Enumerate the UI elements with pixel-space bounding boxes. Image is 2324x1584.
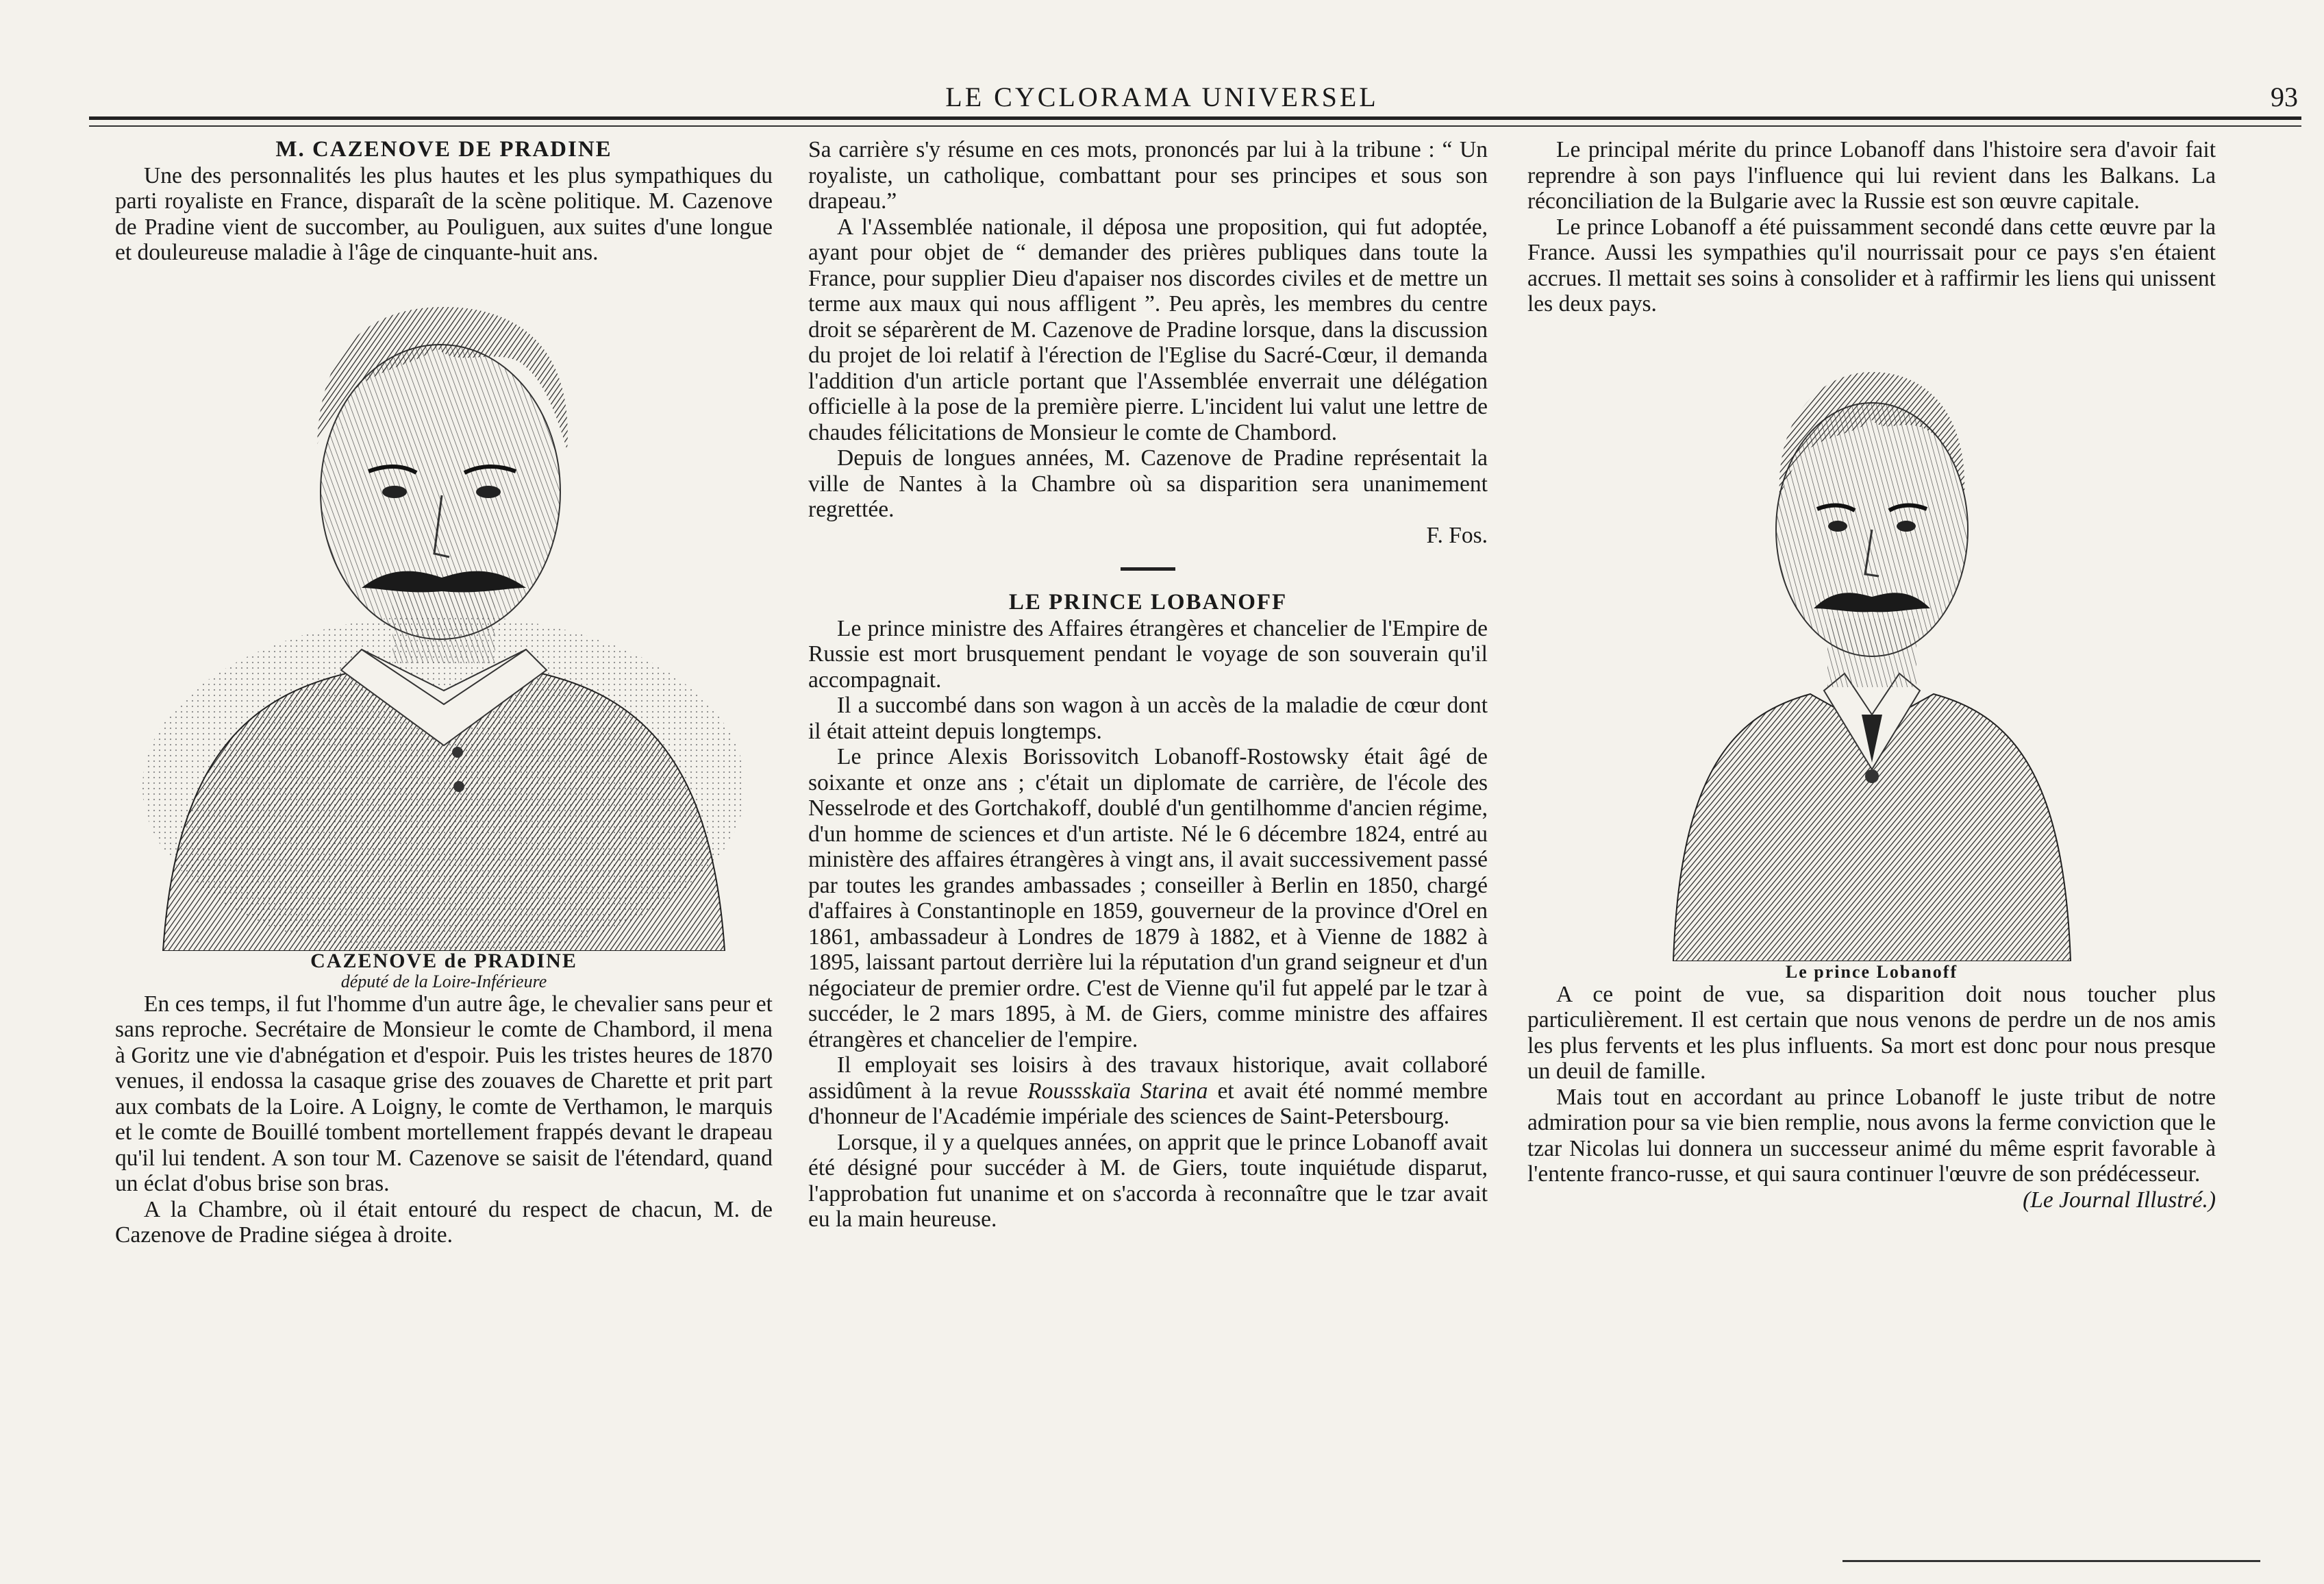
journal-title: Roussskaïa Starina — [1027, 1078, 1208, 1104]
portrait-engraving-cazenove — [136, 266, 752, 951]
article-separator — [1121, 567, 1175, 571]
portrait-engraving-lobanoff — [1666, 345, 2077, 961]
article-paragraph: Le prince Lobanoff a été puissamment secondé dans cette œuvre par la France. Aussi les sympathies qu'il nourrissait pour ce pays s'en étaient accrues. Il mettait ses soins à consolider et à raffirmir les liens qui unissent les deux pays. — [1527, 214, 2216, 317]
article-paragraph: Mais tout en accordant au prince Lobanoff le juste tribut de notre admiration pour sa vie bien remplie, nous avons la ferme conviction que le tzar Nicolas lui donnera un successeur animé du même esprit favorable à l'entente franco-russe, et qui saura continuer l'œuvre de son prédécesseur. — [1527, 1084, 2216, 1187]
text-span: Il employait ses loisirs à des travaux historique, avait collaboré assidûment à la revue — [808, 1052, 1488, 1104]
article-paragraph: Depuis de longues années, M. Cazenove de Pradine représentait la ville de Nantes à la Chambre où sa disparition sera unanimement regrettée. — [808, 445, 1488, 522]
page-number: 93 — [2271, 82, 2298, 112]
article-paragraph: Le prince ministre des Affaires étrangères et chancelier de l'Empire de Russie est mort brusquement pendant le voyage de son souverain qu'il accompagnait. — [808, 615, 1488, 693]
caption-subtitle: député de la Loire-Inférieure — [340, 971, 547, 991]
portrait-caption — [115, 951, 773, 991]
article-paragraph: En ces temps, il fut l'homme d'un autre âge, le chevalier sans peur et sans reproche. Secrétaire de Monsieur le comte de Chambord, il mena à Goritz une vie d'abnégation et d'espoir. Puis les tristes heures de 1870 venues, il endossa la casaque grise des zouaves de Charette et prit part aux combats de la Loire. A Loigny, le comte de Verthamon, le marquis et le comte de Bouillé tombent mortellement frappés devant le drapeau qu'il lui tendent. A son tour M. Cazenove se saisit de l'étendard, quand un éclat d'obus brise son bras. — [115, 991, 773, 1196]
header-rule-thin — [89, 125, 2301, 127]
article-paragraph: Le principal mérite du prince Lobanoff dans l'histoire sera d'avoir fait reprendre à son pays l'influence qui lui revient dans les Balkans. La réconciliation de la Bulgarie avec la Russie est son œuvre capitale. — [1527, 137, 2216, 214]
article-paragraph: A la Chambre, où il était entouré du respect de chacun, M. de Cazenove de Pradine siégea à droite. — [115, 1196, 773, 1248]
article-title-lobanoff: LE PRINCE LOBANOFF — [1008, 590, 1288, 615]
source-credit: (Le Journal Illustré.) — [2023, 1187, 2216, 1213]
article-intro: Une des personnalités les plus hautes et les plus sympathiques du parti royaliste en France, disparaît de la scène politique. M. Cazenove de Pradine vient de succomber, au Pouliguen, aux suites d'une longue et douleureuse maladie à l'âge de cinquante-huit ans. — [115, 162, 773, 265]
author-signature: F. Fos. — [1426, 522, 1488, 548]
column-2 — [808, 137, 1488, 1233]
column-1 — [115, 137, 773, 1248]
column-3 — [1527, 137, 2216, 1213]
caption-text: Le prince Lobanoff — [1785, 961, 1958, 982]
footer-rule — [1842, 1560, 2260, 1562]
header-rule-thick — [89, 116, 2301, 120]
portrait-caption-lobanoff — [1527, 961, 2216, 982]
article-paragraph: Lorsque, il y a quelques années, on apprit que le prince Lobanoff avait été désigné pour succéder à M. de Giers, toute inquiétude disparut, l'approbation fut unanime et on s'accorda à reconnaître que le tzar avait eu la main heureuse. — [808, 1129, 1488, 1232]
article-paragraph — [808, 1052, 1488, 1130]
article-paragraph: Il a succombé dans son wagon à un accès de la maladie de cœur dont il était atteint depuis longtemps. — [808, 693, 1488, 744]
masthead-title: LE CYCLORAMA UNIVERSEL — [945, 82, 1379, 112]
text-span: et avait été nommé membre d'honneur de l'Académie impériale des sciences de Saint-Petersbourg. — [808, 1078, 1488, 1129]
caption-name: CAZENOVE de PRADINE — [310, 949, 577, 972]
article-paragraph: Sa carrière s'y résume en ces mots, prononcés par lui à la tribune : “ Un royaliste, un catholique, combattant pour ses principes et sous son drapeau.” — [808, 137, 1488, 214]
article-paragraph: A ce point de vue, sa disparition doit nous toucher plus particulièrement. Il est certain que nous venons de perdre un de nos amis les plus fervents et les plus influents. Sa mort est donc pour nous presque un deuil de famille. — [1527, 981, 2216, 1084]
article-title-cazenove: M. CAZENOVE DE PRADINE — [275, 137, 612, 162]
article-paragraph: A l'Assemblée nationale, il déposa une proposition, qui fut adoptée, ayant pour objet de “ demander des prières publiques dans toute la France, pour supplier Dieu d'apaiser nos discordes civiles et de mettre un terme aux maux qui nous affligent ”. Peu après, les membres du centre droit se séparèrent de M. Cazenove de Pradine lorsque, dans la discussion du projet de loi relatif à l'érection de l'Eglise du Sacré-Cœur, il demanda l'addition d'un article portant que l'Assemblée enverrait une délégation officielle à la pose de la première pierre. L'incident lui valut une lettre de chaudes félicitations de Monsieur le comte de Chambord. — [808, 214, 1488, 445]
article-paragraph: Le prince Alexis Borissovitch Lobanoff-Rostowsky était âgé de soixante et onze ans ; c'était un diplomate de carrière, de l'école des Nesselrode et des Gortchakoff, doublé d'un gentilhomme d'ancien régime, d'un homme de sciences et d'un artiste. Né le 6 décembre 1824, entré au ministère des affaires étrangères à vingt ans, il avait successivement passé par toutes les grandes ambassades ; conseiller à Berlin en 1850, chargé d'affaires à Constantinople en 1859, gouverneur de la province d'Orel en 1861, ambassadeur à Londres de 1879 à 1882, et à Vienne de 1882 à 1895, laissant partout derrière lui la réputation d'un grand seigneur et d'un négociateur de premier ordre. C'est de Vienne qu'il fut appelé par le tzar à succéder, le 2 mars 1895, à M. de Giers, comme ministre des affaires étrangères et chancelier de l'empire. — [808, 744, 1488, 1052]
